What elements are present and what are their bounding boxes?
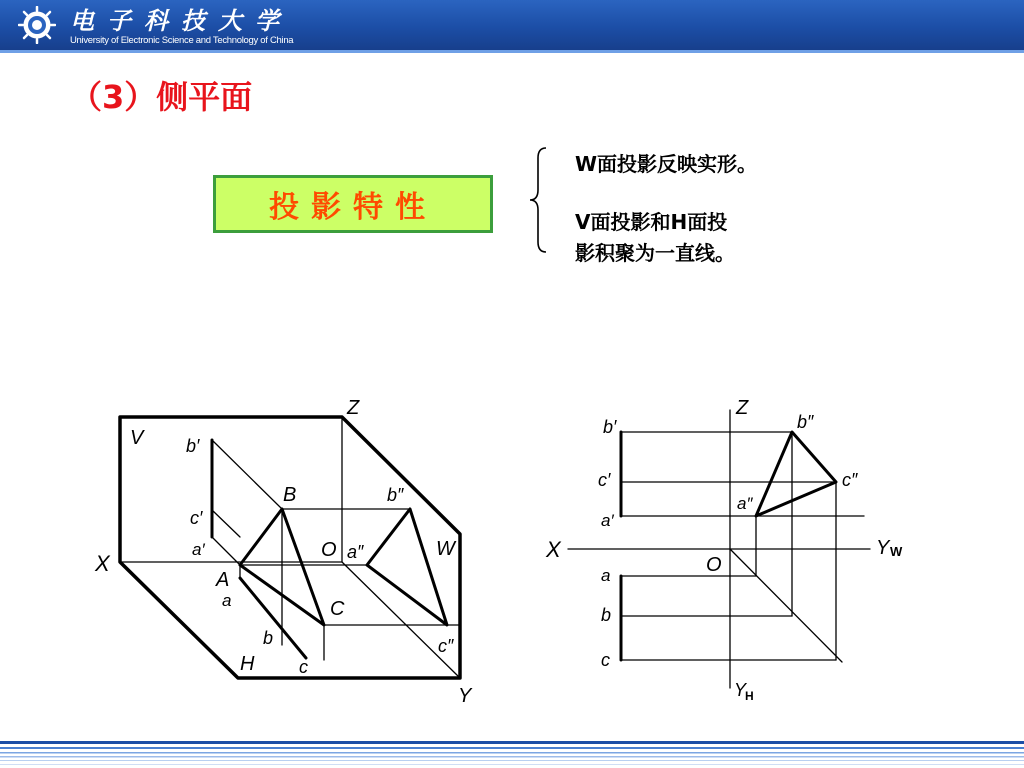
label-X: X [95,551,110,576]
ortho-label-b: b [601,605,612,625]
label-c: c [299,657,308,677]
label-C: C [330,598,345,620]
label-O: O [321,539,337,561]
pictorial-diagram [120,417,460,678]
pictorial-labels [94,397,473,707]
ortho-label-O: O [706,554,722,576]
label-Y: Y [458,685,472,707]
label-H: H [240,653,255,675]
orthographic-labels [545,397,903,703]
a-prime-projector [212,537,240,565]
property-point-2-line-1: V面投影和H面投 [575,210,728,234]
label-A: A [216,569,230,591]
ortho-label-a: a [601,566,611,585]
ortho-label-a-double-prime: a″ [737,494,753,513]
label-b-double-prime: b″ [387,485,404,505]
label-a-prime: a′ [192,540,205,559]
label-a: a [222,591,232,610]
footer-decoration [0,737,1024,768]
university-name-en: University of Electronic Science and Technology of China [70,35,294,46]
miter-line [730,549,842,662]
c-prime-projector [212,510,240,537]
ortho-label-c-double-prime: c″ [842,470,858,490]
ortho-label-Yh: Y [734,680,747,700]
label-b-prime: b′ [186,436,200,456]
label-W: W [436,538,455,560]
ortho-label-b-double-prime: b″ [797,412,814,432]
ortho-label-a-prime: a′ [601,511,614,530]
w-plane-triangle [367,509,447,625]
ortho-label-X: X [546,537,561,562]
ortho-label-c: c [601,650,610,670]
ortho-label-b-prime: b′ [603,417,617,437]
w-triangle [756,432,836,516]
slide-title: （3）侧平面 [70,78,253,116]
label-c-prime: c′ [190,508,203,528]
ortho-label-Yw-sub: W [890,544,903,559]
property-point-2-line-2: 影积聚为一直线。 [575,241,735,265]
label-a-double-prime: a″ [347,542,364,562]
orthographic-diagram [568,410,870,688]
label-b: b [263,628,274,648]
label-B: B [283,484,297,506]
label-Z: Z [347,397,360,419]
ortho-label-Z: Z [736,397,749,419]
label-c-double-prime: c″ [438,636,454,656]
ortho-label-Yh-sub: H [745,689,754,703]
university-name-cn: 电子科技大学 [70,6,292,35]
property-point-1: W面投影反映实形。 [575,152,758,176]
projection-property-box: 投影特性 [213,175,493,233]
b-prime-projector [212,440,282,509]
ortho-label-Yw: Y [876,537,890,559]
ortho-label-c-prime: c′ [598,470,611,490]
label-V: V [130,427,144,449]
